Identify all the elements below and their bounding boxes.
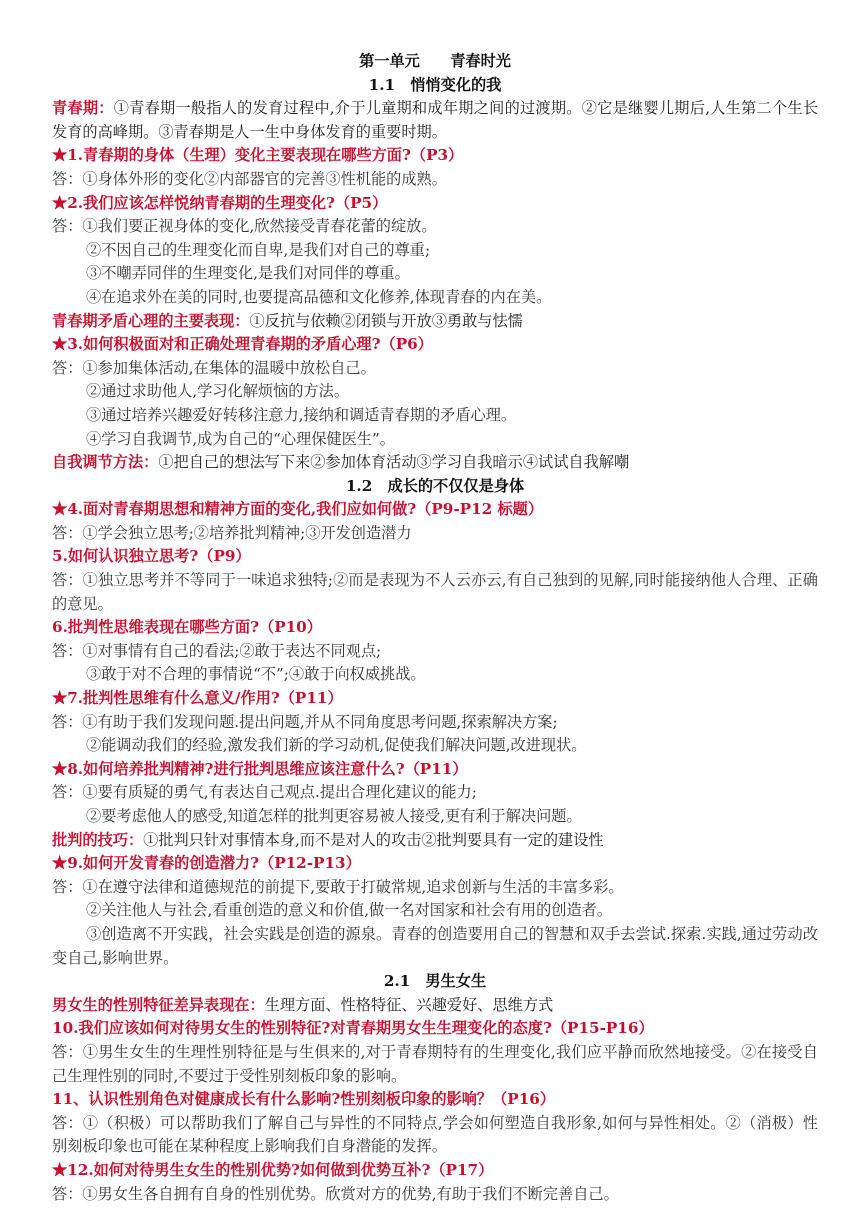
answer-line: ④在追求外在美的同时,也要提高品德和文化修养,体现青春的内在美。 xyxy=(86,287,552,306)
key-point-text: ①批判只针对事情本身,而不是对人的攻击②批判要具有一定的建设性 xyxy=(143,830,604,849)
answer-line: ②不因自己的生理变化而自卑,是我们对自己的尊重; xyxy=(86,240,431,259)
key-term: 青春期矛盾心理的主要表现： xyxy=(52,311,250,330)
key-point-text: ①反抗与依赖②闭锁与开放③勇敢与怯懦 xyxy=(249,311,523,330)
key-point xyxy=(52,829,818,853)
answer-line: ④学习自我调节,成为自己的“心理保健医生”。 xyxy=(86,429,395,448)
question: 5.如何认识独立思考?（P9） xyxy=(52,547,251,566)
answer-line: 答：①学会独立思考;②培养批判精神;③开发创造潜力 xyxy=(52,523,412,542)
answer-line: ③通过培养兴趣爱好转移注意力,接纳和调适青春期的矛盾心理。 xyxy=(86,405,517,424)
key-term: 批判的技巧： xyxy=(52,830,144,849)
answer-line: 答：①我们要正视身体的变化,欣然接受青春花蕾的绽放。 xyxy=(52,217,437,236)
question: ★12.如何对待男生女生的性别优势?如何做到优势互补?（P17） xyxy=(52,1160,494,1179)
key-point xyxy=(52,994,818,1018)
question: 11、认识性别角色对健康成长有什么影响?性别刻板印象的影响？（P16） xyxy=(52,1090,556,1109)
key-point xyxy=(52,451,818,475)
question: ★9.如何开发青春的创造潜力?（P12-P13） xyxy=(52,854,361,873)
lesson-heading: 1.2 成长的不仅仅是身体 xyxy=(345,476,525,495)
lesson-heading: 1.1 悄悄变化的我 xyxy=(368,75,502,94)
answer-line: 答：①在遵守法律和道德规范的前提下,要敢于打破常规,追求创新与生活的丰富多彩。 xyxy=(52,877,624,896)
answer-line: ③敢于对不合理的事情说“不”;④敢于向权威挑战。 xyxy=(86,665,426,684)
question: 10.我们应该如何对待男女生的性别特征?对青春期男女生生理变化的态度?（P15-P16） xyxy=(52,1019,654,1038)
key-point-text: 生理方面、性格特征、兴趣爱好、思维方式 xyxy=(264,995,554,1014)
answer-paragraph: 答：①男生女生的生理性别特征是与生俱来的,对于青春期特有的生理变化,我们应平静而欣然地接受。②在接受自己生理性别的同时,不要过于受性别刻板印象的影响。 xyxy=(52,1042,818,1085)
key-point xyxy=(52,310,818,334)
answer-line: ②能调动我们的经验,激发我们新的学习动机,促使我们解决问题,改进现状。 xyxy=(86,736,587,755)
answer-line: ②通过求助他人,学习化解烦恼的方法。 xyxy=(86,382,350,401)
question: ★1.青春期的身体（生理）变化主要表现在哪些方面?（P3） xyxy=(52,146,464,165)
answer-line: 答：①要有质疑的勇气,有表达自己观点.提出合理化建议的能力; xyxy=(52,783,477,802)
question: ★4.面对青春期思想和精神方面的变化,我们应如何做?（P9-P12 标题） xyxy=(52,500,544,519)
answer-line: 答：①男女生各自拥有自身的性别优势。欣赏对方的优势,有助于我们不断完善自己。 xyxy=(52,1184,619,1203)
unit-title: 第一单元 青春时光 xyxy=(359,52,511,70)
answer-paragraph: 答：①（积极）可以帮助我们了解自己与异性的不同特点,学会如何塑造自我形象,如何与异性相处。②（消极）性别刻板印象也可能在某种程度上影响我们自身潜能的发挥。 xyxy=(52,1113,818,1156)
answer-line: 答：①参加集体活动,在集体的温暖中放松自己。 xyxy=(52,358,376,377)
question: ★3.如何积极面对和正确处理青春期的矛盾心理?（P6） xyxy=(52,335,433,354)
answer-line: ②要考虑他人的感受,知道怎样的批判更容易被人接受,更有利于解决问题。 xyxy=(86,807,582,825)
answer-line: 答：①有助于我们发现问题.提出问题,并从不同角度思考问题,探索解决方案; xyxy=(52,712,558,731)
question: 6.批判性思维表现在哪些方面?（P10） xyxy=(52,618,322,637)
key-point-text: ①把自己的想法写下来②参加体育活动③学习自我暗示④试试自我解嘲 xyxy=(158,453,630,472)
answer-paragraph: ③创造离不开实践，社会实践是创造的源泉。青春的创造要用自己的智慧和双手去尝试.探索.实践,通过劳动改变自己,影响世界。 xyxy=(52,924,818,967)
answer-line: ③不嘲弄同伴的生理变化,是我们对同伴的尊重。 xyxy=(86,264,410,283)
answer-paragraph: 答：①独立思考并不等同于一味追求独特;②而是表现为不人云亦云,有自己独到的见解,同时能接纳他人合理、正确的意见。 xyxy=(52,571,818,613)
lesson-heading: 2.1 男生女生 xyxy=(383,972,487,991)
answer-line: 答：①对事情有自己的看法;②敢于表达不同观点; xyxy=(52,641,382,660)
question: ★2.我们应该怎样悦纳青春期的生理变化?（P5） xyxy=(52,193,388,212)
key-term: 男女生的性别特征差异表现在： xyxy=(52,995,265,1014)
question: ★8.如何培养批判精神?进行批判思维应该注意什么?（P11） xyxy=(52,759,468,778)
key-term: 青春期： xyxy=(52,99,114,118)
answer-line: ②关注他人与社会,看重创造的意义和价值,做一名对国家和社会有用的创造者。 xyxy=(86,901,613,920)
question: ★7.批判性思维有什么意义/作用?（P11） xyxy=(52,689,343,708)
answer-line: 答：①身体外形的变化②内部器官的完善③性机能的成熟。 xyxy=(52,169,447,188)
key-point xyxy=(52,97,818,144)
key-term: 自我调节方法： xyxy=(52,453,159,472)
key-point-text: ①青春期一般指人的发育过程中,介于儿童期和成年期之间的过渡期。②它是继婴儿期后,人生第二个生长发育的高峰期。③青春期是人一生中身体发育的重要时期。 xyxy=(52,99,819,141)
